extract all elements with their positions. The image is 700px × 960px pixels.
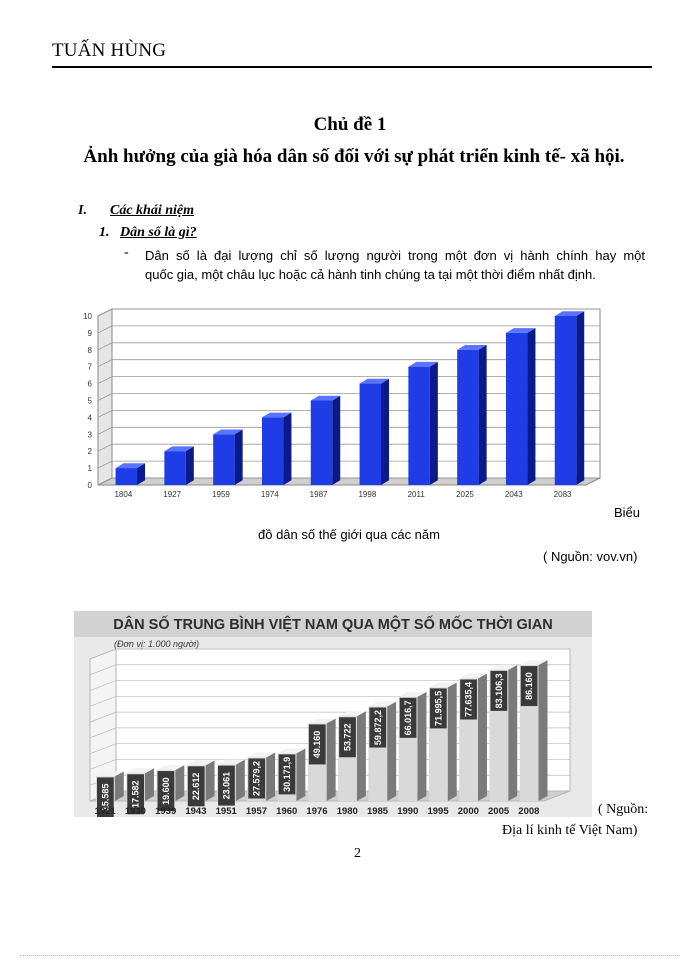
section-number: I. — [78, 203, 87, 218]
bullet-marker: - — [124, 245, 129, 260]
chart2-xtick: 1921 — [94, 806, 116, 817]
chart2-xtick: 1939 — [155, 806, 177, 817]
chart2-data-label: 83.106,3 — [493, 673, 504, 709]
chart2-data-label: 19.600 — [160, 777, 171, 805]
chart2-bar-side — [327, 718, 336, 801]
chart1-bar — [116, 468, 137, 485]
chart2-data-label: 15.585 — [100, 783, 111, 812]
chart2-source-part1: ( Nguồn: — [598, 802, 649, 817]
chart2-data-label: 27.579,2 — [251, 760, 262, 797]
topic-title: Chủ đề 1 — [313, 114, 387, 135]
chart2-xtick: 1985 — [366, 806, 389, 817]
chart1-bar-side — [479, 345, 487, 485]
chart1-caption-part1: Biểu — [614, 505, 641, 520]
chart2-xtick: 1960 — [276, 806, 298, 817]
chart2-data-label: 77.635,4 — [463, 681, 474, 718]
chart1-bar-side — [332, 396, 340, 485]
chart1-bar — [164, 451, 185, 485]
definition-line1: Dân số là đại lượng chỉ số lượng người trong một đơn vị hành chính hay một — [145, 248, 645, 263]
chart2-xtick: 1976 — [306, 806, 328, 817]
chart1-xtick: 2043 — [504, 490, 523, 499]
chart1-source: ( Nguồn: vov.vn) — [543, 549, 638, 564]
vietnam-population-chart — [74, 611, 592, 817]
chart1-bar-side — [235, 430, 243, 486]
chart1-xtick: 1959 — [212, 490, 230, 499]
chart2-data-label: 17.582 — [130, 780, 141, 809]
chart1-xtick: 2025 — [456, 490, 474, 499]
chart2-data-label: 22.612 — [191, 772, 202, 801]
chart2-xtick: 1990 — [397, 806, 419, 817]
chart2-bar-side — [417, 692, 426, 801]
chart2-data-label: 49.160 — [312, 730, 323, 759]
world-population-chart — [76, 302, 608, 502]
chart1-bar-side — [527, 328, 535, 485]
chart2-xtick: 2008 — [518, 806, 540, 817]
chart1-ytick: 1 — [87, 464, 92, 474]
section-heading — [110, 203, 194, 219]
chart2-bar-side — [508, 665, 517, 801]
chart2-xtick: 1980 — [336, 806, 358, 817]
header-author: TUẤN HÙNG — [52, 40, 167, 61]
header-rule — [52, 66, 652, 68]
chart1-xtick: 1927 — [163, 490, 182, 499]
chart1-ytick: 3 — [87, 430, 92, 440]
chart1-ytick: 10 — [83, 312, 92, 321]
chart2-bar-side — [538, 660, 547, 801]
chart1-ytick: 4 — [87, 413, 92, 423]
chart2-title: DÂN SỐ TRUNG BÌNH VIỆT NAM QUA MỘT SỐ MỐC THỜI GIAN — [113, 617, 553, 633]
chart1-bar — [457, 350, 478, 485]
chart2-xtick: 1957 — [245, 806, 268, 817]
chart2-data-label: 23.061 — [221, 771, 232, 800]
chart1-ytick: 0 — [87, 481, 92, 490]
chart2-bar-side — [448, 682, 457, 801]
chart2-subtitle: (Đơn vị: 1.000 người) — [114, 639, 200, 649]
chart1-bar — [408, 367, 429, 485]
chart2-source-part2: Địa lí kinh tế Việt Nam) — [502, 823, 638, 838]
chart2-data-label: 30.171,9 — [281, 756, 292, 792]
chart2-bar-side — [478, 674, 487, 801]
chart1-bar — [311, 401, 332, 486]
chart2-xtick: 2005 — [488, 806, 510, 817]
chart1-bar-side — [381, 379, 389, 485]
chart1-bar-side — [186, 446, 194, 485]
chart1-caption-part2: đồ dân số thế giới qua các năm — [258, 527, 440, 542]
main-title: Ảnh hưởng của già hóa dân số đối với sự phát triển kinh tế- xã hội. — [83, 146, 625, 167]
chart2-data-label: 59.872,2 — [372, 710, 383, 746]
chart2-bar-side — [206, 760, 215, 801]
chart2-bar-side — [115, 771, 124, 801]
chart2-bar-side — [175, 765, 184, 801]
chart1-bar-side — [576, 311, 584, 485]
chart2-xtick: 1930 — [124, 806, 146, 817]
chart2-data-label: 53.722 — [342, 723, 353, 752]
chart1-bar — [555, 316, 576, 485]
page-number: 2 — [354, 846, 361, 861]
subsection-number: 1. — [99, 225, 110, 240]
page-bottom-rule — [20, 955, 680, 956]
chart2-bar-side — [236, 760, 245, 801]
chart1-ytick: 7 — [87, 362, 92, 372]
definition-line2: quốc gia, một châu lục hoặc cả hành tinh chúng ta tại một thời điểm nhất định. — [145, 267, 596, 282]
chart1-xtick: 2083 — [553, 490, 572, 499]
chart2-bar-side — [266, 753, 275, 801]
chart1-bar — [262, 417, 283, 485]
chart1-ytick: 6 — [87, 379, 92, 389]
chart2-bar-side — [296, 748, 305, 801]
chart1-xtick: 1804 — [114, 490, 133, 499]
chart2-xtick: 1943 — [185, 806, 207, 817]
chart2-data-label: 66.016,7 — [403, 700, 414, 736]
chart1-ytick: 8 — [87, 345, 92, 355]
subsection-heading — [120, 225, 197, 241]
chart2-data-label: 71.995,5 — [433, 690, 444, 726]
chart1-bar-side — [430, 362, 438, 485]
chart1-xtick: 1987 — [309, 490, 328, 499]
section-heading-label: Các khái niệm — [110, 203, 195, 218]
chart1-bar — [213, 434, 234, 485]
chart1-xtick: 2011 — [407, 490, 425, 499]
chart1-bar — [506, 333, 527, 485]
chart2-xtick: 2000 — [457, 806, 479, 817]
subsection-heading-label: Dân số là gì? — [120, 225, 197, 240]
chart2-xtick: 1951 — [215, 806, 237, 817]
chart2-bar-side — [387, 702, 396, 801]
chart2-xtick: 1995 — [427, 806, 449, 817]
chart2-data-label: 86.160 — [524, 672, 535, 700]
chart1-bar — [360, 384, 381, 485]
chart1-xtick: 1974 — [260, 490, 279, 499]
chart1-ytick: 9 — [87, 328, 92, 338]
chart2-bar-side — [145, 768, 154, 801]
chart1-xtick: 1998 — [358, 490, 377, 499]
chart1-ytick: 5 — [87, 396, 92, 406]
chart1-bar-side — [283, 413, 291, 485]
chart1-ytick: 2 — [87, 447, 92, 457]
chart2-bar-side — [357, 711, 366, 801]
